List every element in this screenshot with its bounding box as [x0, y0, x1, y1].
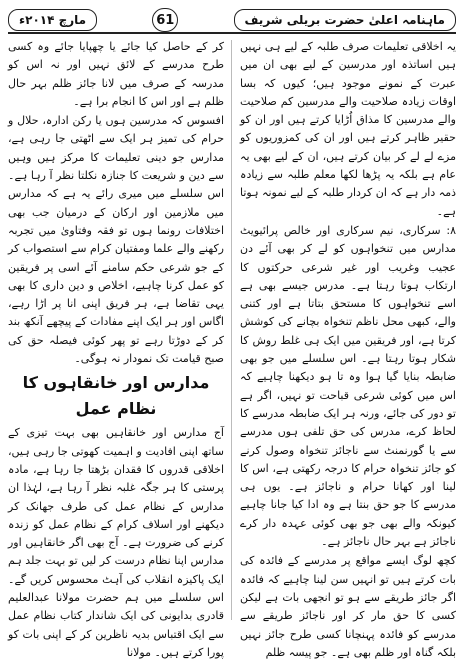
section-heading: مدارس اور خانقاہوں کا نظام عمل: [22, 373, 210, 419]
right-column: [240, 38, 456, 659]
right-paragraph-1: یہ اخلاقی تعلیمات صرف طلبہ کے لیے ہی نہیں ہیں اساتذہ اور مدرسین کے لیے بھی ان میں عبرت کے نمونے موجود ہیں؛ کیوں کہ بسا اوقات زیادہ صلاحیت والے مدرسین کم صلاحیت والے مدرسین کا مذاق اُڑایا کرتے ہیں اور ان کو حقیر ظاہر کرتے ہیں اور ان کی کمزوریوں کو مزے لے لے کر بیان کرتے ہیں، ان کے لیے بھی یہ عام ہے بلکہ یہ پڑھا لکھا معلم طلبہ سے زیادہ ذمہ دار ہے کہ ان کردار طلبہ کے لیے نمونہ ہوتا ہے۔: [240, 40, 456, 218]
magazine-title: ماہنامہ اعلیٰ حضرت بریلی شریف: [234, 9, 456, 31]
left-paragraph-2: افسوس کہ مدرسین ہوں یا رکن ادارہ، حلال و حرام کی تمیز ہر ایک سے اٹھتی جا رہی ہے، مدارس جو دینی تعلیمات کا مرکز ہیں وہیں سے دین و شریعت کا جنازہ نکلتا نظر آ رہا ہے۔ اس سلسلے میں میری رائے یہ ہے کہ مدارس میں ملازمین اور ارکان کے درمیان جب بھی اختلافات رونما ہوں تو فقہ وفتاویٰ میں تجربہ رکھنے والے علما ومفتیان کرام سے استصواب کر کے جو شرعی حکم سامنے آئے اسی پر فریقین کو عمل کرنا چاہیے، اخلاص و دین داری کا بھی یہی تقاضا ہے، ہر فریق اپنی انا پر اڑا رہے، اگاس اور ہر ایک اپنے مفادات کے پیچھے آنکھ بند کر کے دوڑتا رہے تو پھر کوئی فیصلہ حق کی صبح قیامت تک نمودار نہ ہوگی۔: [8, 114, 224, 366]
page-header: [8, 8, 456, 34]
page-number: 61: [152, 8, 178, 32]
right-paragraph-3: کچھ لوگ ایسے مواقع پر مدرسے کے فائدہ کی بات کرتے ہیں تو انہیں سن لینا چاہیے کہ فائدہ اگر جائز طریقے سے ہو تو انجھی بات ہے لیکن کسی کا حق مار کر اور ناجائز طریقے سے مدرسے کو فائدہ پہنچانا کسی طرح جائز نہیں بلکہ گناہ اور ظلم بھی ہے۔ جو پیسہ ظلم: [240, 554, 456, 659]
left-column: [8, 38, 224, 659]
column-divider: [231, 40, 232, 620]
issue-date: مارچ ۲۰۱۴ء: [8, 9, 97, 31]
left-paragraph-1: کر کے حاصل کیا جائے یا چھپایا جائے وہ کسی طرح مدرسے کے لائق نہیں اور نہ اس کو مدرسہ کے صرف میں لانا جائز ظلم بہر حال ظلم ہے اور اس کا انجام برا ہے۔: [8, 40, 224, 108]
right-paragraph-2: ۸: سرکاری، نیم سرکاری اور خالص پرائیویٹ مدارس میں تنخواہوں کو لے کر بھی آئے دن عجیب وغریب اور غیر شرعی حرکتوں کا ارتکاب ہوتا رہتا ہے۔ مدرس جیسے بھی ہے اسے تنخواہوں کا مستحق بتاتا ہے اور کتنی والے، کبھی محل ناظم تنخواہ بچانے کی کوشش کرتا ہے، اور فریقین میں ایک ہی غلط روش کا شکار ہوتا رہتا ہے۔ اس سلسلے میں جو بھی ضابطہ بنایا گیا ہوا وہ تا ہو دیکھنا چاہیے کہ اس میں کوئی شرعی قباحت تو نہیں، اگر ہے تو دور کی جائے، ورنہ ہر ایک ضابطہ مدرسے کا لحاظ کرے، مدرس کی حق تلفی ہوں مدرسے سے یا گورنمنٹ سے ناجائز تنخواہ وصول کرنے کو جائز تنخواہ حرام کا درجہ رکھتی ہے، اس کا لینا اور کھانا حرام و ناجائز ہے۔ یوں ہی مدرسے کا جو حق بنتا ہے وہ ادا کیا جانا چاہیے کیونکہ والے بھی جو بھی کوئی عہدہ دار کرے ناجائز ہے بہر حال ناجائز ہے۔: [240, 223, 456, 549]
left-paragraph-3: آج مدارس اور خانقاہیں بھی بہت تیزی کے ساتھ اپنی افادیت و اہمیت کھوتی جا رہی ہیں، اخلاقی قدروں کا فقدان بڑھتا جا رہا ہے، مادہ پرستی کا ہر جگہ غلبہ نظر آ رہا ہے، لہٰذا ان مدارس کے نظام عمل کی طرف جھانک کر دیکھنے اور اسلاف کرام کے نظام عمل کو زندہ کرنے کی ضرورت ہے۔ آج بھی اگر خانقاہیں اور مدارس اپنا نظام درست کر لیں تو بہت جلد ہم ایک پاکیزہ انقلاب کی آہٹ محسوس کریں گے۔ اس سلسلے میں ہم حضرت مولانا عبدالعلیم قادری بدایونی کی ایک شاندار کتاب نظام عمل سے ایک اقتباس بدیہ ناظرین کر کے اپنی بات کو پورا کرتے ہیں۔ مولانا: [8, 426, 224, 659]
